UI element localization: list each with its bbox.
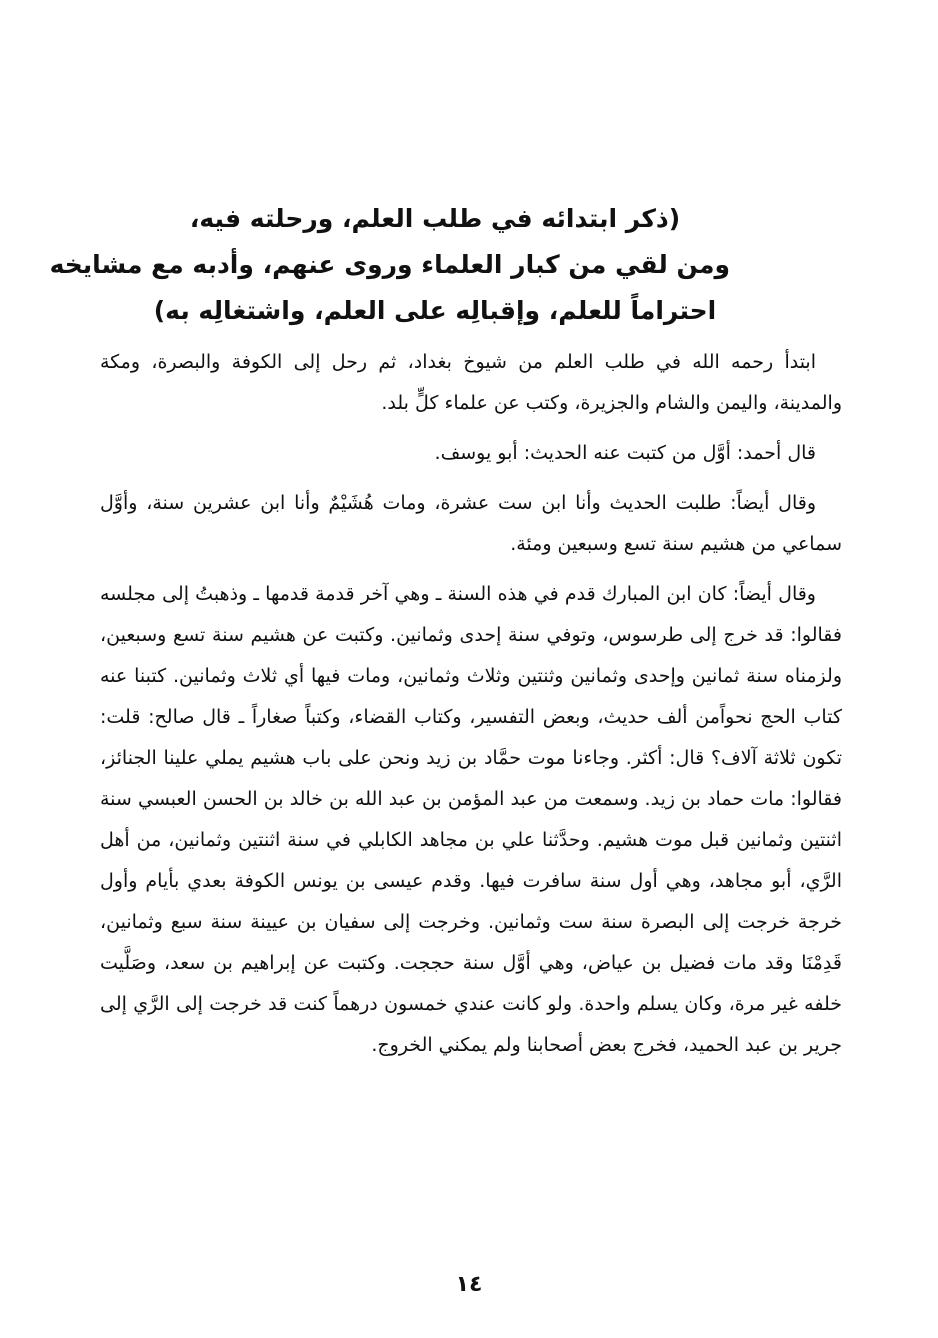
heading-line-2: ومن لقي من كبار العلماء وروى عنهم، وأدبه مع مشايخه [49,250,730,279]
paragraph-intro: ابتدأ رحمه الله في طلب العلم من شيوخ بغداد، ثم رحل إلى الكوفة والبصرة، ومكة والمدينة، واليمن والشام والجزيرة، وكتب عن علماء كلٍّ بلد. [100,351,842,414]
page-number: ١٤ [455,1272,483,1297]
chapter-heading [49,196,730,334]
paragraph-hushaym: وقال أيضاً: طلبت الحديث وأنا ابن ست عشرة، ومات هُشَيْمٌ وأنا ابن عشرين سنة، وأوَّل سماعي من هشيم سنة تسع وسبعين ومئة. [100,492,842,555]
paragraph-travels: وقال أيضاً: كان ابن المبارك قدم في هذه السنة ـ وهي آخر قدمة قدمها ـ وذهبتُ إلى مجلسه فقالوا: قد خرج إلى طرسوس، وتوفي سنة إحدى وثمانين. وكتبت عن هشيم سنة تسع وسبعين، ولزمناه سنة ثمانين وإحدى وثمانين وثنتين وثلاث وثمانين، ومات فيها أي ثلاث وثمانين. كتبنا عنه كتاب الحج نحواًمن ألف حديث، وبعض التفسير، وكتاب القضاء، وكتباً صغاراً ـ قال صالح: قلت: تكون ثلاثة آلاف؟ قال: أكثر. وجاءنا موت حمَّاد بن زيد ونحن على باب هشيم يملي علينا الجنائز، فقالوا: مات حماد بن زيد. وسمعت من عبد المؤمن بن عبد الله بن خالد بن الحسن العبسي سنة اثنتين وثمانين قبل موت هشيم. وحدَّثنا علي بن مجاهد الكابلي في سنة اثنتين وثمانين، من أهل الرَّي، أبو مجاهد، وهي أول سنة سافرت فيها. وقدم عيسى بن يونس الكوفة بعدي بأيام وأول خرجة خرجت إلى البصرة سنة ست وثمانين. وخرجت إلى سفيان بن عيينة سنة سبع وثمانين، قَدِمْنَا وقد مات فضيل بن عياض، وهي أوَّل سنة حججت. وكتبت عن إبراهيم بن سعد، وصَلَّيت خلفه غير مرة، وكان يسلم واحدة. ولو كانت عندي خمسون درهماً كنت قد خرجت إلى الرَّي إلى جرير بن عبد الحميد، فخرج بعض أصحابنا ولم يمكني الخروج. [100,583,842,1056]
heading-line-3: احتراماً للعلم، وإقبالِه على العلم، واشتغالِه به) [153,296,717,325]
body-text [100,342,842,1066]
heading-line-1: (ذكر ابتدائه في طلب العلم، ورحلته فيه، [189,204,681,233]
paragraph-first-teacher: قال أحمد: أوَّل من كتبت عنه الحديث: أبو يوسف. [434,442,816,464]
